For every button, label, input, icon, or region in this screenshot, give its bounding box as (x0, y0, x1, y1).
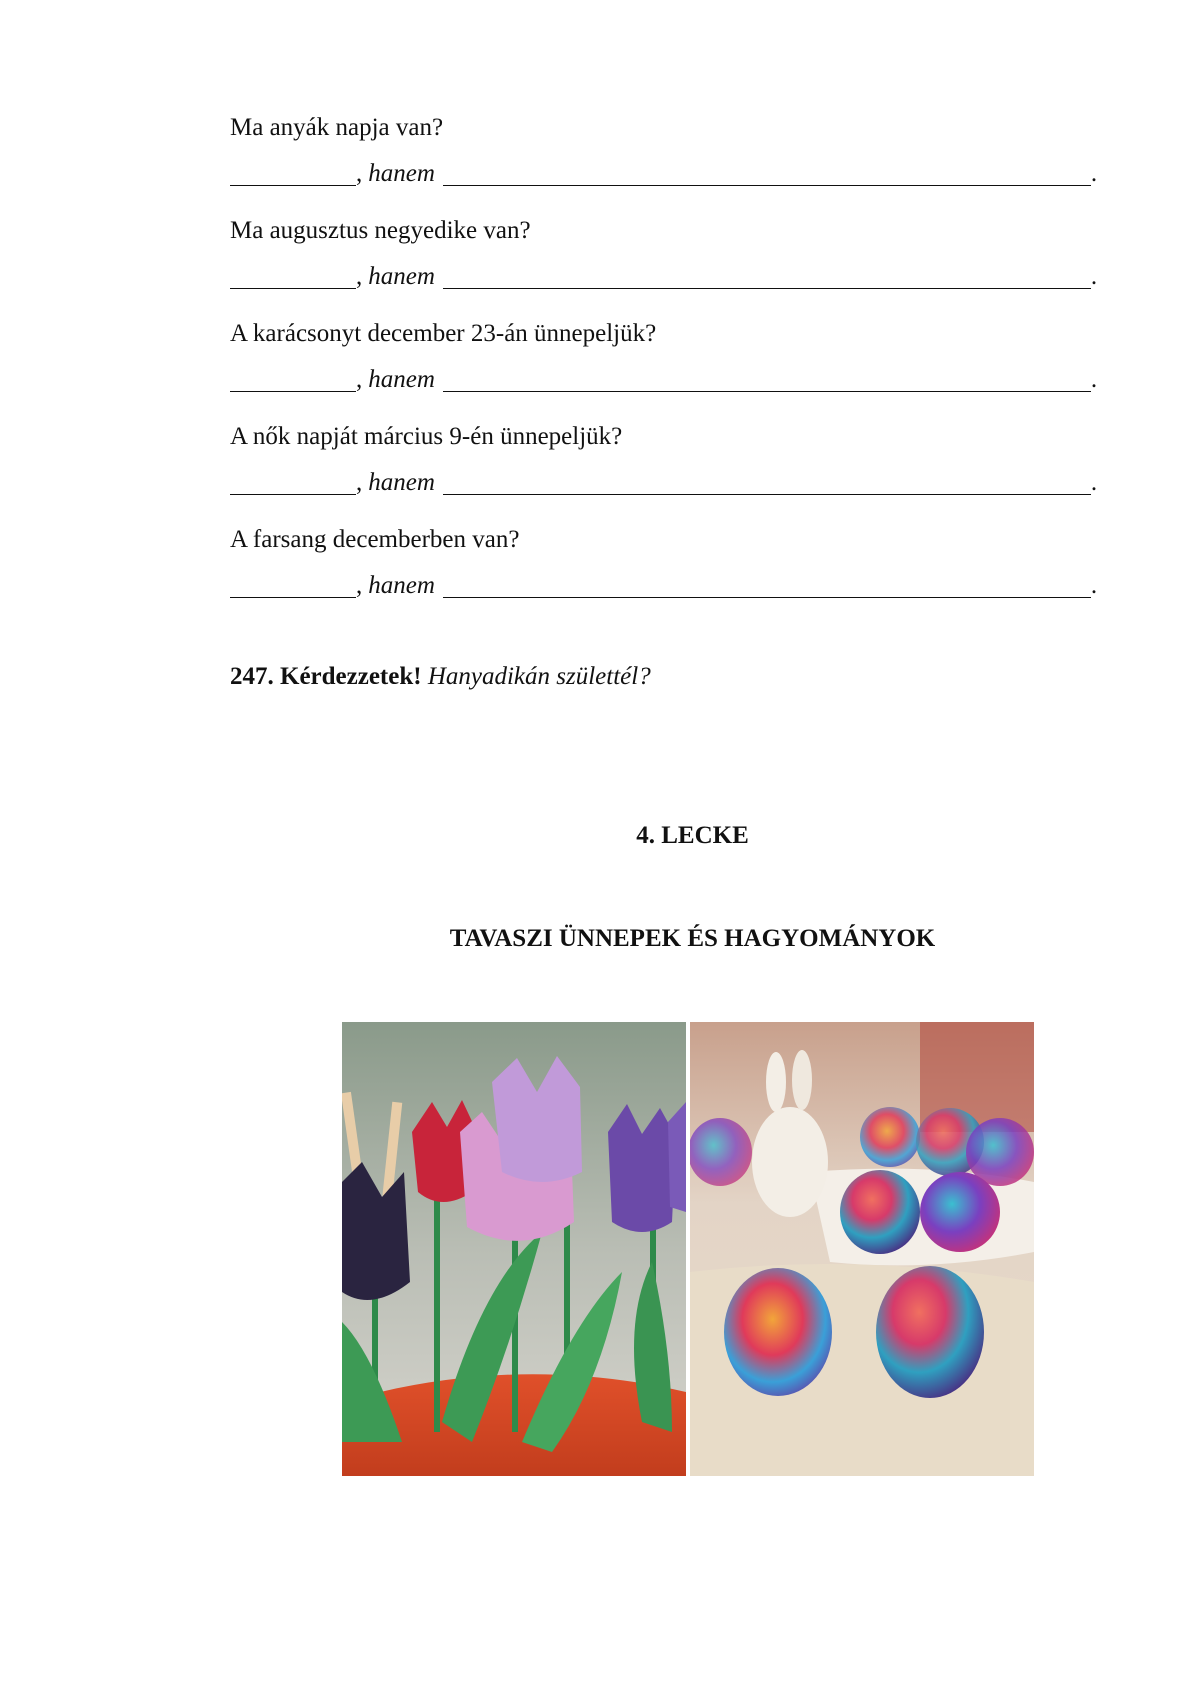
answer-blank-short[interactable] (230, 472, 356, 495)
answer-blank-long[interactable] (443, 472, 1091, 495)
question-text: A karácsonyt december 23-án ünnepeljük? (230, 320, 657, 347)
lesson-number: 4. LECKE (636, 822, 749, 849)
answer-line: , hanem . (230, 459, 1110, 495)
answer-line: , hanem . (230, 150, 1110, 186)
hanem-word: hanem (368, 366, 435, 393)
hanem-word: hanem (368, 572, 435, 599)
paper-tulips-illustration (342, 1022, 686, 1476)
answer-blank-long[interactable] (443, 163, 1091, 186)
hanem-word: hanem (368, 469, 435, 496)
answer-line: , hanem . (230, 356, 1110, 392)
answer-blank-long[interactable] (443, 369, 1091, 392)
exercise-number: 247. Kérdezzetek! (230, 663, 422, 690)
exercise-prompt: Hanyadikán születtél? (427, 663, 651, 690)
answer-blank-short[interactable] (230, 369, 356, 392)
lesson-title: TAVASZI ÜNNEPEK ÉS HAGYOMÁNYOK (449, 925, 936, 952)
question-block-3 (230, 306, 1110, 408)
question-block-2 (230, 203, 1110, 305)
hanem-word: hanem (368, 160, 435, 187)
exercise-247 (230, 663, 651, 691)
answer-blank-long[interactable] (443, 266, 1091, 289)
answer-line: , hanem . (230, 253, 1110, 289)
easter-eggs-photo (690, 1022, 1034, 1476)
question-text: Ma augusztus negyedike van? (230, 217, 531, 244)
question-text: A nők napját március 9-én ünnepeljük? (230, 423, 623, 450)
answer-blank-short[interactable] (230, 163, 356, 186)
photo-collage (342, 1022, 1034, 1476)
easter-eggs-illustration (690, 1022, 1034, 1476)
answer-blank-short[interactable] (230, 575, 356, 598)
question-text: Ma anyák napja van? (230, 114, 444, 141)
answer-blank-short[interactable] (230, 266, 356, 289)
question-block-1 (230, 100, 1110, 202)
answer-blank-long[interactable] (443, 575, 1091, 598)
answer-line: , hanem . (230, 562, 1110, 598)
question-block-5 (230, 512, 1110, 614)
paper-tulips-photo (342, 1022, 686, 1476)
question-text: A farsang decemberben van? (230, 526, 520, 553)
question-block-4 (230, 409, 1110, 511)
hanem-word: hanem (368, 263, 435, 290)
